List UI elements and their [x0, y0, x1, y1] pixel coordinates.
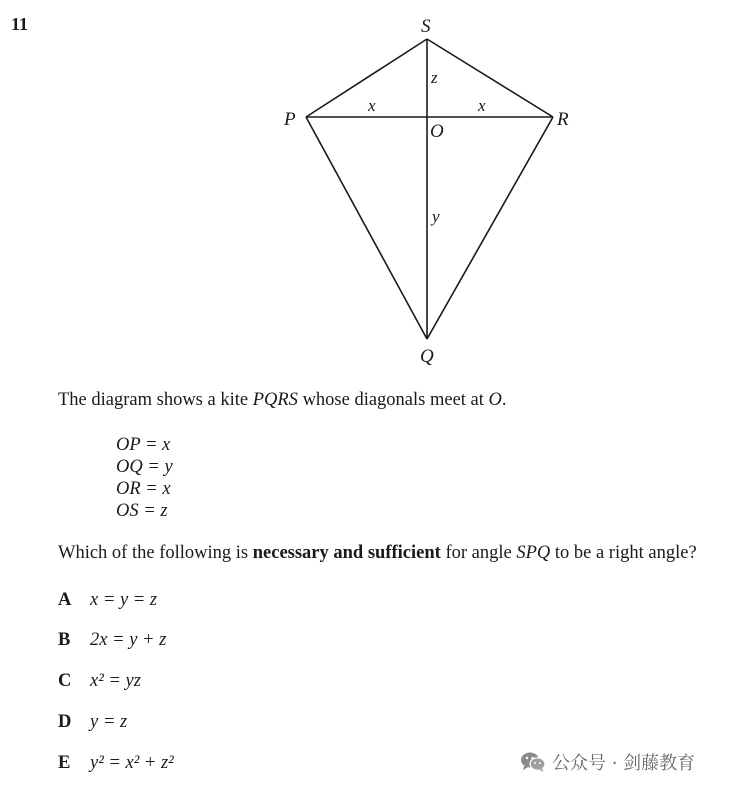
option-expression: y² = x² + z²	[90, 753, 174, 773]
segment-label-oq: y	[432, 207, 440, 226]
equation-or: OR = x	[116, 479, 171, 499]
angle-name: SPQ	[516, 543, 551, 563]
equation-list	[116, 434, 173, 522]
option-letter: D	[58, 712, 72, 732]
option-letter: E	[58, 753, 71, 773]
kite-name: PQRS	[252, 390, 298, 410]
equation-os: OS = z	[116, 501, 168, 521]
option-expression: y = z	[90, 712, 128, 732]
option-e[interactable]	[58, 753, 174, 774]
question-text: Which of the following is necessary and sufficient for angle SPQ to be a right angle?	[58, 543, 697, 563]
option-c[interactable]	[58, 671, 141, 692]
vertex-label-p: P	[284, 109, 296, 130]
vertex-label-r: R	[557, 109, 569, 130]
point-name: O	[488, 390, 502, 410]
intro-sentence: The diagram shows a kite PQRS whose diagonals meet at O.	[58, 390, 507, 410]
question-number: 11	[11, 14, 29, 34]
option-letter: C	[58, 671, 72, 691]
option-letter: A	[58, 590, 72, 610]
equation-op: OP = x	[116, 435, 171, 455]
vertex-label-q: Q	[420, 346, 434, 367]
option-expression: x² = yz	[90, 671, 141, 691]
segment-label-os: z	[431, 68, 438, 87]
watermark-text: 公众号 · 剑藤教育	[552, 753, 696, 774]
segment-label-or: x	[478, 96, 486, 115]
option-letter: B	[58, 630, 71, 650]
edge-sr	[427, 39, 553, 117]
edge-pq	[306, 117, 427, 339]
wechat-icon	[520, 751, 546, 773]
point-label-o: O	[430, 121, 444, 142]
edge-rq	[427, 117, 553, 339]
option-a[interactable]	[58, 590, 157, 611]
equation-oq: OQ = y	[116, 457, 173, 477]
option-expression: x = y = z	[90, 590, 158, 610]
option-d[interactable]	[58, 712, 127, 733]
emphasis-text: necessary and sufficient	[252, 543, 441, 563]
edge-sp	[306, 39, 427, 117]
vertex-label-s: S	[421, 16, 431, 37]
kite-diagram	[0, 0, 741, 380]
option-b[interactable]	[58, 630, 166, 651]
watermark	[520, 749, 695, 775]
option-expression: 2x = y + z	[90, 630, 167, 650]
segment-label-op: x	[368, 96, 376, 115]
